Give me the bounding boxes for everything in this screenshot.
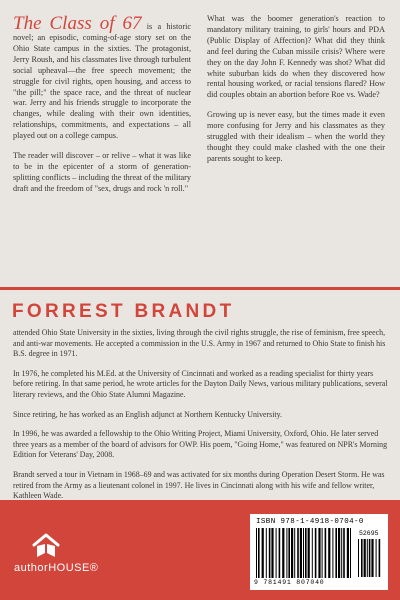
blurb-paragraph-4: Growing up is never easy, but the times made it even more confusing for Jerry and his classmates as they struggled with their idealism – when the world they thought they could make clashed with the one their parents sought to keep. [207, 110, 385, 163]
barcode-stripe [341, 528, 342, 578]
section-divider [0, 287, 400, 290]
barcode-stripe [350, 528, 351, 578]
house-book-icon [31, 532, 61, 560]
blurb-paragraph-2: The reader will discover – or relive – what it was like to be in the epicenter of a storm of generation-splitting conflicts – including the threat of the military draft and the freedom of "sex, drugs and rock 'n roll." [13, 151, 191, 193]
barcode-stripe [367, 539, 368, 577]
bio-paragraph-4: In 1996, he was awarded a fellowship to the Ohio Writing Project, Miami University, Oxford, Ohio. He later served three years as a member of the board of advisors for OWP. His poem, "Going Home," was featured on NPR's Morning Edition for Veterans' Day, 2008. [13, 429, 388, 460]
barcode-stripe [256, 528, 257, 578]
barcode-stripe [300, 528, 302, 578]
barcode-stripe [269, 528, 271, 578]
isbn-label: ISBN 978-1-4918-0704-0 [256, 518, 364, 526]
barcode-stripe [305, 528, 307, 578]
barcode-stripe [379, 539, 381, 577]
author-bio [13, 328, 388, 511]
barcode-stripe [364, 539, 366, 577]
blurb-section [0, 0, 400, 290]
barcode-stripe [288, 528, 290, 578]
ean-digits: 9 781491 807040 [254, 579, 325, 586]
barcode-stripe [332, 528, 333, 578]
blurb-paragraph-1-text: is a historic novel; an episodic, coming-of-age story set on the Ohio State campus in the sixties. The protagonist, Jerry Roush, and his classmates live through turbulent social upheaval—the free speech movement; the struggle for civil rights, open housing, and access to "the pill;" the space race, and the threat of nuclear war. Jerry and his friends struggle to incorporate the changes, while dealing with their own identities, relationships, commitments, and expectations – all played out on a college campus. [13, 22, 191, 141]
blurb-left-column [13, 14, 191, 204]
bio-paragraph-2: In 1976, he completed his M.Ed. at the University of Cincinnati and worked as a reading specialist for thirty years before retiring. In that same period, he wrote articles for the Dayton Daily News, various military publications, several literary reviews, and the Ohio State Alumni Magazine. [13, 368, 388, 399]
barcode-stripe [376, 539, 377, 577]
publisher-name: authorHOUSE® [14, 562, 99, 574]
barcode-stripe [271, 528, 273, 578]
barcode-stripe [318, 528, 320, 578]
barcode-stripe [266, 528, 267, 578]
author-name: FORREST BRANDT [12, 301, 235, 322]
barcode-stripe [338, 528, 340, 578]
barcode-box [250, 514, 388, 590]
blurb-paragraph-3: What was the boomer generation's reaction to mandatory military training, to girls' hours and PDA (Public Display of Affection)? What did they think and feel during the Cuban missile crisis? Where were they on the day John F. Kennedy was shot? What did white suburban kids do when they discovered how rental housing worked, or racial tensions flared? How did couples obtain an abortion before Roe vs. Wade? [207, 14, 385, 100]
bio-paragraph-1: attended Ohio State University in the sixties, living through the civil rights struggle, the rise of feminism, free speech, and anti-war movements. He accepted a commission in the U.S. Army in 1967 and returned to Ohio State to finish his B.S. degree in 1971. [13, 328, 386, 359]
barcode-stripe [325, 528, 327, 578]
blurb-right-column [207, 14, 385, 174]
barcode-stripe [279, 528, 281, 578]
barcode-stripe [369, 539, 371, 577]
barcode-stripe [286, 528, 287, 578]
publisher-logo [14, 532, 99, 574]
barcode-stripe [303, 528, 304, 578]
barcode-stripe [297, 528, 299, 578]
barcode-stripe [258, 528, 260, 578]
barcode-stripe [361, 539, 363, 577]
barcode-stripe [371, 539, 373, 577]
barcode-stripe [315, 528, 317, 578]
barcode-stripe [322, 528, 323, 578]
barcode-stripe [276, 528, 277, 578]
price-code: 52695 [359, 530, 379, 537]
barcode-stripe [328, 528, 330, 578]
barcode-stripe [312, 528, 313, 578]
ean-barcode [256, 528, 354, 578]
barcode-stripe [308, 528, 310, 578]
barcode-stripe [343, 528, 345, 578]
barcode-stripe [291, 528, 293, 578]
barcode-stripe [347, 528, 349, 578]
barcode-stripe [294, 528, 295, 578]
bio-paragraph-3: Since retiring, he has worked as an English adjunct at Northern Kentucky University. [13, 409, 283, 419]
barcode-stripe [335, 528, 337, 578]
barcode-stripe [358, 539, 359, 577]
barcode-stripe [262, 528, 264, 578]
price-barcode [358, 539, 384, 577]
bio-paragraph-5: Brandt served a tour in Vietnam in 1968–69 and was activated for six months during Operation Desert Storm. He was retired from the Army as a lieutenant colonel in 1997. He lives in Cincinnati along with his wife and fellow writer, Kathleen Wade. [13, 469, 385, 501]
book-title: The Class of 67 [13, 13, 142, 34]
blurb-paragraph-1 [13, 14, 191, 142]
barcode-stripe [282, 528, 284, 578]
